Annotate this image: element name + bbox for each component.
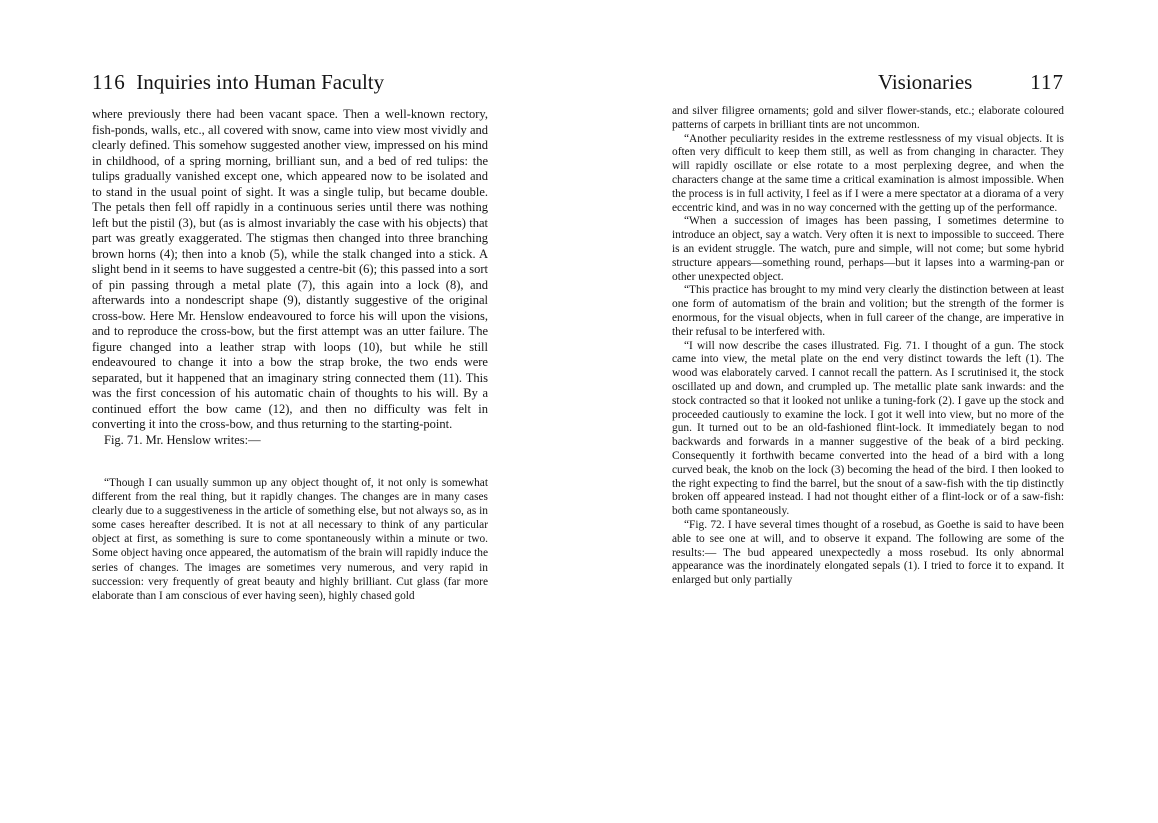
body-paragraph: “I will now describe the cases illustrated. Fig. 71. I thought of a gun. The stock came into view, the metal plate on the end very distinct towards the left (1). The wood was elaborately carved. I cannot recall the pattern. As I scrutinised it, the stock oscillated up and down, and crumpled up. The metallic plate sank inwards: and the stock contracted so that it looked not unlike a tuning-fork (2). I gave up the stock and proceeded cautiously to examine the lock. I got it well into view, but no more of the gun. It turned out to be an old-fashioned flint-lock. It immediately began to nod backwards and forwards in a manner suggestive of the beak of a bird pecking. Consequently it forthwith became converted into the head of a bird with a long curved beak, the knob on the lock (3) becoming the head of the bird. I then looked to the right expecting to find the barrel, but the snout of a saw-fish with the tip distinctly broken off appeared instead. I had not thought either of a flint-lock or of a saw-fish: both came spontaneously. bbox=[672, 339, 1064, 518]
quote-paragraph: “Though I can usually summon up any object thought of, it not only is somewhat different from the real thing, but it rapidly changes. The changes are in many cases clearly due to a suggestiveness in the article of something else, but not always so, as in some cases hereafter described. It is not at all necessary to think of any particular object at first, as something is sure to come spontaneously within a minute or two. Some object having once appeared, the automatism of the brain will rapidly induce the series of changes. The images are sometimes very numerous, and very rapid in succession: very frequently of great beauty and highly brilliant. Cut glass (far more elaborate than I am conscious of ever having seen), highly chased gold bbox=[92, 477, 488, 602]
left-page-body bbox=[92, 107, 488, 448]
body-paragraph: where previously there had been vacant space. Then a well-known rectory, fish-ponds, walls, etc., all covered with snow, came into view most vividly and clearly defined. This somehow suggested another view, impressed on his mind in childhood, of a spring morning, brilliant sun, and a bed of red tulips: the tulips gradually vanished except one, which appeared now to be isolated and to stand in the usual point of sight. It was a single tulip, but became double. The petals then fell off rapidly in a continuous series until there was nothing left but the pistil (3), but (as is almost invariably the case with his objects) that part was greatly exaggerated. The stigmas then changed into three branching brown horns (4); then into a knob (5), while the stalk changed into a stick. A slight bend in it seems to have suggested a centre-bit (6); this passed into a sort of pin passing through a metal plate (7), this again into a lock (8), and afterwards into a nondescript shape (9), distantly suggestive of the original cross-bow. Here Mr. Henslow endeavoured to force his will upon the visions, and to reproduce the cross-bow, but the first attempt was an utter failure. The figure changed into a leather strap with loops (10), but while he still endeavoured to change it into a bow the strap broke, the two ends were separated, but it happened that an imaginary string connected them (11). This was the first concession of his automatic chain of thoughts to his will. By a continued effort the bow came (12), and then no difficulty was felt in converting it into the cross-bow, and thus returning to the starting-point. bbox=[92, 107, 488, 431]
left-page-heading bbox=[92, 70, 384, 94]
left-running-title: Inquiries into Human Faculty bbox=[136, 70, 385, 94]
left-page-header bbox=[92, 70, 488, 98]
body-paragraph: “Another peculiarity resides in the extreme restlessness of my visual objects. It is often very difficult to keep them still, as well as from changing in character. They will rapidly oscillate or else rotate to a most perplexing degree, and when the characters change at the same time a critical examination is almost impossible. When the process is in full activity, I feel as if I were a mere spectator at a diorama of a very eccentric kind, and was in no way concerned with the getting up of the performance. bbox=[672, 132, 1064, 214]
right-page-number: 117 bbox=[1030, 70, 1064, 94]
right-running-title: Visionaries bbox=[877, 70, 973, 94]
right-page bbox=[672, 70, 1064, 588]
right-page-body bbox=[672, 105, 1064, 588]
body-paragraph: “This practice has brought to my mind very clearly the distinction between at least one form of automatism of the brain and volition; but the strength of the former is enormous, for the visual objects, when in full career of the change, are imperative in their refusal to be interfered with. bbox=[672, 284, 1064, 338]
body-paragraph: Fig. 71. Mr. Henslow writes:— bbox=[104, 432, 261, 447]
body-paragraph: “Fig. 72. I have several times thought of a rosebud, as Goethe is said to have been able to see one at will, and to observe it expand. The following are some of the results:— The bud appeared unexpectedly a moss rosebud. Its only abnormal appearance was the inordinately elongated sepals (1). I tried to force it to expand. It enlarged but only partially bbox=[672, 518, 1064, 587]
body-paragraph: “When a succession of images has been passing, I sometimes determine to introduce an object, say a watch. Very often it is next to impossible to succeed. There is an evident struggle. The watch, pure and simple, will not come; but some hybrid structure appears—something round, perhaps—but it lapses into a warming-pan or other unexpected object. bbox=[672, 215, 1064, 283]
left-page-quote bbox=[92, 476, 488, 603]
left-page bbox=[92, 70, 488, 603]
right-page-header bbox=[672, 70, 1064, 98]
body-paragraph: and silver filigree ornaments; gold and silver flower-stands, etc.; elaborate coloured patterns of carpets in brilliant tints are not uncommon. bbox=[672, 105, 1064, 131]
left-page-number: 116 bbox=[92, 70, 126, 94]
